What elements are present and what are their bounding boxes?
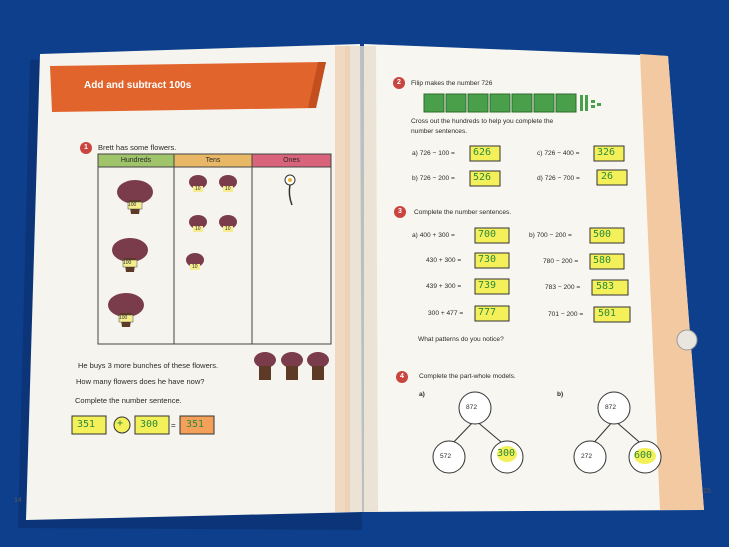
q3-answer[interactable]: 501 bbox=[598, 308, 617, 319]
q3-answer[interactable]: 777 bbox=[478, 307, 497, 318]
q3-answer[interactable]: 500 bbox=[593, 229, 612, 240]
patterns-question: What patterns do you notice? bbox=[418, 336, 504, 343]
complete-text: Complete the number sentence. bbox=[75, 396, 182, 405]
model-b-label: b) bbox=[557, 391, 564, 398]
left-page bbox=[26, 44, 362, 520]
q3-item: 430 + 300 = bbox=[426, 257, 462, 264]
buys-text: He buys 3 more bunches of these flowers. bbox=[78, 361, 219, 370]
q3-item: 701 − 200 = bbox=[548, 311, 584, 318]
page-title: Add and subtract 100s bbox=[84, 80, 192, 91]
bunch-label: 100 bbox=[119, 315, 128, 321]
bunch-label: 10 bbox=[225, 186, 231, 192]
ones-header: Ones bbox=[283, 157, 300, 164]
answer-b[interactable]: 300 bbox=[140, 419, 159, 430]
extra-bunches bbox=[254, 352, 329, 380]
q2-item-c: c) 726 − 400 = bbox=[537, 150, 580, 157]
answer-result[interactable]: 351 bbox=[186, 419, 205, 430]
plus-sign: + bbox=[117, 418, 124, 429]
q3-item: b) 700 − 200 = bbox=[529, 232, 572, 239]
model-b-part1: 272 bbox=[581, 453, 593, 460]
q1-question: Brett has some flowers. bbox=[98, 143, 177, 152]
q2-instruction: number sentences. bbox=[411, 128, 468, 135]
base-ten-blocks bbox=[424, 94, 601, 112]
q3-item: 439 + 300 = bbox=[426, 283, 462, 290]
q3-item: 300 + 477 = bbox=[428, 310, 464, 317]
q3-item: 780 − 200 = bbox=[543, 258, 579, 265]
hundreds-header: Hundreds bbox=[120, 157, 152, 164]
q3-answer[interactable]: 580 bbox=[593, 255, 612, 266]
q3-answer[interactable]: 583 bbox=[596, 281, 615, 292]
bunch-label: 10 bbox=[195, 186, 201, 192]
q2-answer-d[interactable]: 26 bbox=[601, 171, 614, 182]
bunch-label: 10 bbox=[192, 264, 198, 270]
bunch-label: 100 bbox=[128, 202, 137, 208]
model-a-part1: 572 bbox=[440, 453, 452, 460]
model-a-part2[interactable]: 300 bbox=[497, 448, 516, 459]
how-many-text: How many flowers does he have now? bbox=[76, 377, 205, 386]
q1-number: 1 bbox=[84, 144, 88, 151]
page-number-left: 14 bbox=[14, 497, 22, 504]
q2-item-a: a) 726 − 100 = bbox=[412, 150, 455, 157]
page-number-right: 15 bbox=[703, 488, 711, 495]
bunch-label: 10 bbox=[195, 226, 201, 232]
q4-question: Complete the part-whole models. bbox=[419, 373, 516, 380]
q2-question: Filip makes the number 726 bbox=[411, 80, 493, 87]
q2-answer-c[interactable]: 326 bbox=[597, 147, 616, 158]
q3-number: 3 bbox=[398, 208, 402, 215]
q3-question: Complete the number sentences. bbox=[414, 209, 512, 216]
q2-item-b: b) 726 − 200 = bbox=[412, 175, 455, 182]
model-b-whole: 872 bbox=[605, 404, 617, 411]
q3-answer[interactable]: 730 bbox=[478, 254, 497, 265]
answer-a[interactable]: 351 bbox=[77, 419, 96, 430]
q4-number: 4 bbox=[400, 373, 404, 380]
q3-item: a) 400 + 300 = bbox=[412, 232, 455, 239]
q2-answer-b[interactable]: 526 bbox=[473, 172, 492, 183]
bunch-label: 10 bbox=[225, 226, 231, 232]
bunch-label: 100 bbox=[123, 260, 132, 266]
model-a-label: a) bbox=[419, 391, 425, 398]
q2-item-d: d) 726 − 700 = bbox=[537, 175, 580, 182]
model-a-whole: 872 bbox=[466, 404, 478, 411]
equals-sign: = bbox=[171, 421, 176, 430]
q3-answer[interactable]: 739 bbox=[478, 280, 497, 291]
q2-answer-a[interactable]: 626 bbox=[473, 147, 492, 158]
q3-item: 783 − 200 = bbox=[545, 284, 581, 291]
tens-header: Tens bbox=[205, 157, 221, 164]
model-b-part2[interactable]: 600 bbox=[634, 450, 653, 461]
q3-answer[interactable]: 700 bbox=[478, 229, 497, 240]
q2-instruction: Cross out the hundreds to help you complete the bbox=[411, 118, 554, 125]
q2-number: 2 bbox=[397, 79, 401, 86]
